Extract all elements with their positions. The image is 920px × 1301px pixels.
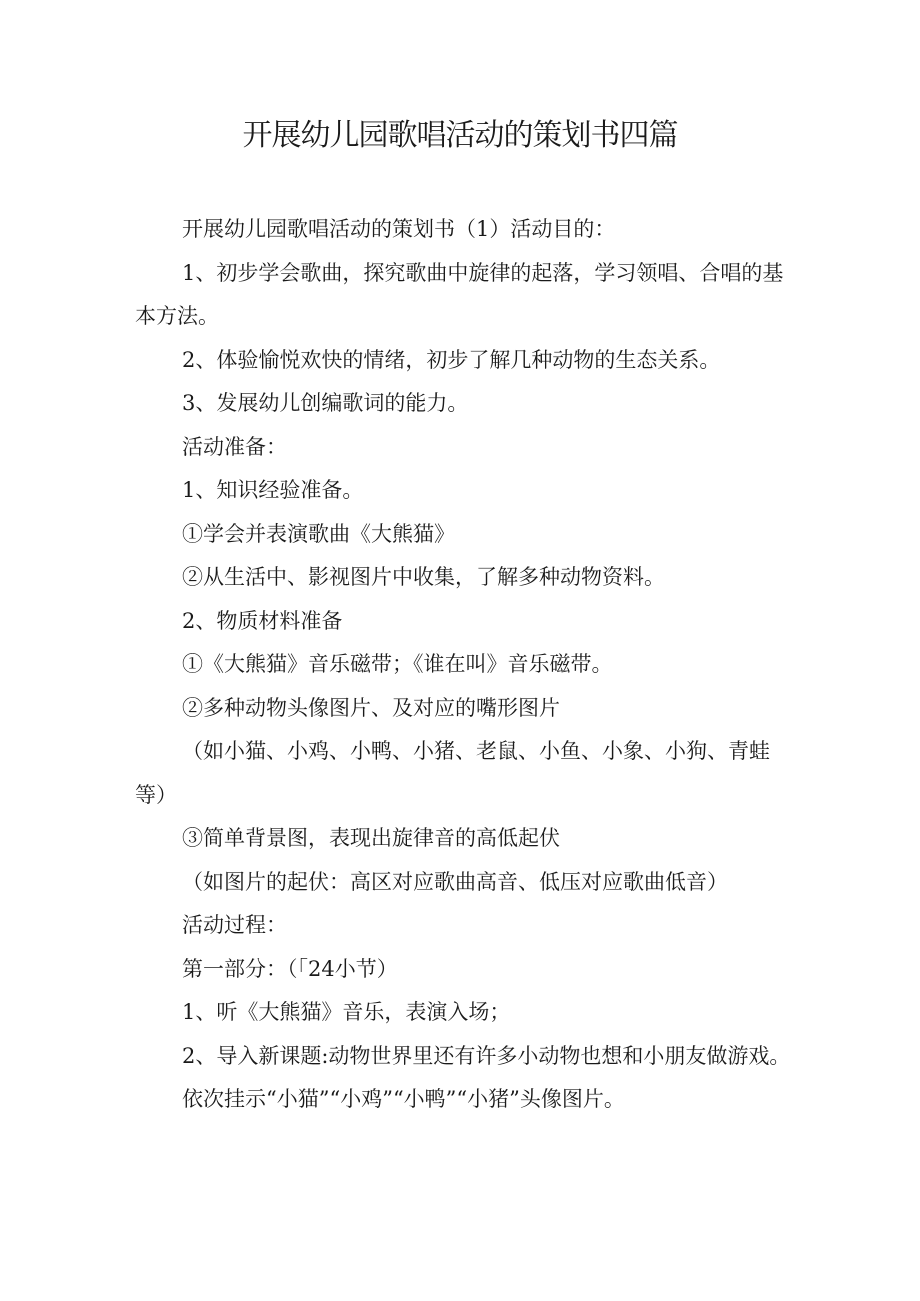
document-body <box>135 208 795 1122</box>
paragraph: 依次挂示“小猫”“小鸡”“小鸭”“小猪”头像图片。 <box>182 1087 625 1111</box>
paragraph: ①《大熊猫》音乐磁带；《谁在叫》音乐磁带。 <box>182 652 613 676</box>
paragraph: ①学会并表演歌曲《大熊猫》 <box>182 521 455 546</box>
paragraph: 第一部分：（「24小节） <box>182 956 398 981</box>
paragraph: （如图片的起伏：高区对应歌曲高音、低压对应歌曲低音） <box>182 869 728 894</box>
paragraph: 活动准备： <box>182 434 287 459</box>
document-title: 开展幼儿园歌唱活动的策划书四篇 <box>242 118 678 153</box>
paragraph: ②从生活中、影视图片中收集，了解多种动物资料。 <box>182 565 665 589</box>
paragraph: 1、初步学会歌曲，探究歌曲中旋律的起落，学习领唱、合唱的基本方法。 <box>135 260 784 328</box>
paragraph: 2、体验愉悦欢快的情绪，初步了解几种动物的生态关系。 <box>182 347 721 372</box>
paragraph: 活动过程： <box>182 913 287 937</box>
paragraph: （如小猫、小鸡、小鸭、小猪、老鼠、小鱼、小象、小狗、青蛙等） <box>135 739 770 807</box>
paragraph: 1、知识经验准备。 <box>182 478 364 502</box>
paragraph: 2、物质材料准备 <box>182 608 343 633</box>
paragraph: 1、听《大熊猫》音乐，表演入场； <box>182 1000 511 1024</box>
paragraph: ②多种动物头像图片、及对应的嘴形图片 <box>182 695 560 720</box>
paragraph: 3、发展幼儿创编歌词的能力。 <box>182 391 469 415</box>
paragraph: 2、导入新课题:动物世界里还有许多小动物也想和小朋友做游戏。 <box>182 1043 791 1068</box>
paragraph: ③简单背景图，表现出旋律音的高低起伏 <box>182 826 560 850</box>
paragraph: 开展幼儿园歌唱活动的策划书（1）活动目的： <box>182 217 616 241</box>
